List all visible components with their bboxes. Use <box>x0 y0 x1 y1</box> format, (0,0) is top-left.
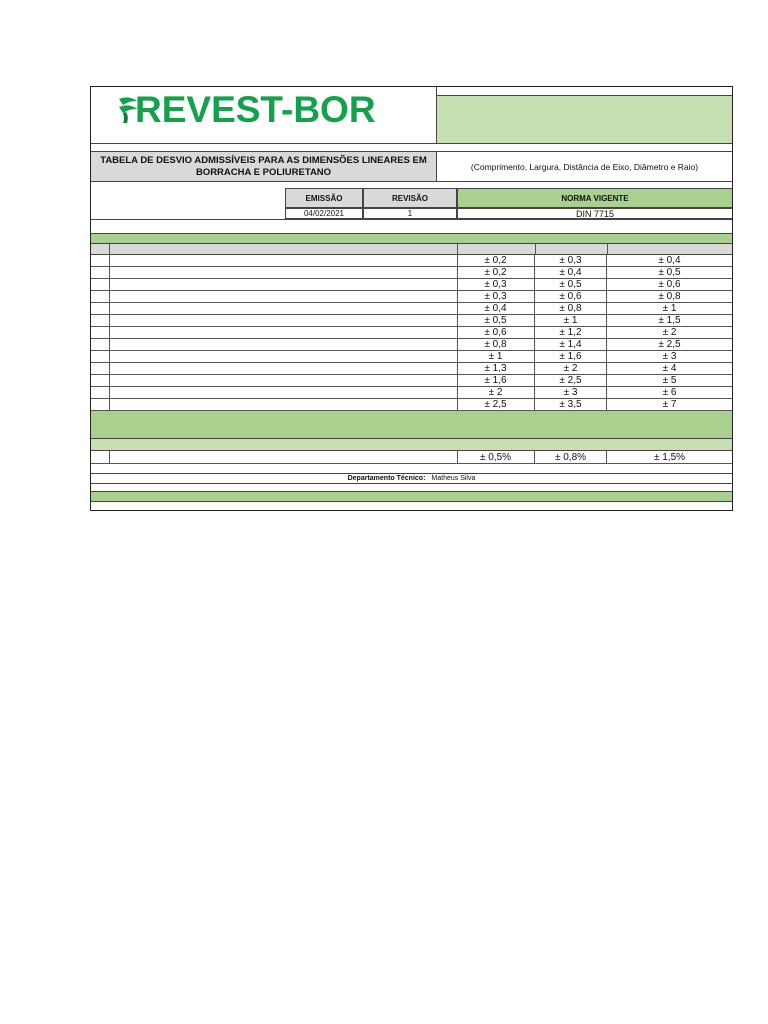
spacer-row-2 <box>91 219 732 233</box>
logo-side-top <box>437 87 732 96</box>
table-cell: ± 0,2 <box>457 267 535 278</box>
table-cell: ± 0,8 <box>457 339 535 350</box>
norma-value: DIN 7715 <box>575 208 615 219</box>
emissao-value-cell <box>285 208 363 219</box>
table-cell: ± 5 <box>662 375 677 386</box>
company-logo-text: REVEST-BOR <box>135 89 376 130</box>
table-cell: ± 2,5 <box>658 339 681 350</box>
dept-label: Departamento Técnico: <box>347 475 426 482</box>
norma-label: NORMA VIGENTE <box>561 193 629 203</box>
table-cell: ± 0,6 <box>535 291 607 302</box>
table-row <box>91 315 732 327</box>
table-cell: ± 3 <box>662 351 677 362</box>
table-cell: ± 1 <box>535 315 607 326</box>
logo-area <box>91 87 437 143</box>
revisao-label: REVISÃO <box>391 193 428 203</box>
table-cell: ± 2 <box>457 387 535 398</box>
table-cell: ± 0,2 <box>457 255 535 266</box>
table-row <box>91 291 732 303</box>
table-row <box>91 339 732 351</box>
table-cell: ± 1,6 <box>457 375 535 386</box>
emissao-label: EMISSÃO <box>305 193 343 203</box>
table-cell: ± 0,3 <box>457 291 535 302</box>
table-cell: ± 0,4 <box>535 267 607 278</box>
footer-green-band <box>91 492 732 502</box>
document-sheet <box>90 86 733 511</box>
table-cell: ± 0,4 <box>457 303 535 314</box>
table-cell: ± 4 <box>662 363 677 374</box>
table-cell: ± 0,3 <box>535 255 607 266</box>
title-cell <box>91 152 437 181</box>
table-header-band <box>91 233 732 244</box>
percent-row <box>91 451 732 464</box>
table-row <box>91 303 732 315</box>
table-cell: ± 1 <box>662 303 677 314</box>
revisao-value: 1 <box>407 209 413 218</box>
table-cell: ± 0,6 <box>457 327 535 338</box>
section-green-band <box>91 411 732 439</box>
table-row <box>91 387 732 399</box>
table-cell: ± 2,5 <box>535 375 607 386</box>
table-cell: ± 2 <box>535 363 607 374</box>
section-green-subband <box>91 439 732 451</box>
table-cell: ± 3,5 <box>535 399 607 410</box>
table-row <box>91 327 732 339</box>
table-cell: ± 1,6 <box>535 351 607 362</box>
table-row <box>91 267 732 279</box>
table-cell: ± 0,5 <box>535 279 607 290</box>
table-cell: ± 0,5 <box>457 315 535 326</box>
norma-value-cell <box>457 208 732 219</box>
table-cell: ± 0,8 <box>535 303 607 314</box>
table-cell: ± 0,8 <box>658 291 681 302</box>
table-cell: ± 1 <box>457 351 535 362</box>
table-row <box>91 363 732 375</box>
percent-cell: ± 0,8% <box>535 451 607 463</box>
page-subtitle: (Comprimento, Largura, Distância de Eixo, Diâmetro e Raio) <box>470 161 699 172</box>
table-cell: ± 0,4 <box>658 255 681 266</box>
table-cell: ± 2 <box>662 327 677 338</box>
table-cell: ± 1,2 <box>535 327 607 338</box>
revisao-value-cell <box>363 208 457 219</box>
table-cell: ± 0,3 <box>457 279 535 290</box>
table-row <box>91 279 732 291</box>
dept-name: Matheus Silva <box>431 475 476 482</box>
revisao-header <box>363 188 457 208</box>
table-cell: ± 2,5 <box>457 399 535 410</box>
table-cell: ± 7 <box>662 399 677 410</box>
table-row <box>91 351 732 363</box>
spacer-row-4 <box>91 484 732 492</box>
table-cell: ± 0,5 <box>658 267 681 278</box>
table-cell: ± 6 <box>662 387 677 398</box>
table-cell: ± 1,4 <box>535 339 607 350</box>
table-row <box>91 399 732 411</box>
table-cell: ± 1,5 <box>658 315 681 326</box>
emissao-header <box>285 188 363 208</box>
percent-cell: ± 0,5% <box>457 451 535 463</box>
footer-row <box>91 474 732 484</box>
emissao-value: 04/02/2021 <box>303 209 345 218</box>
table-cell: ± 3 <box>535 387 607 398</box>
page-title: TABELA DE DESVIO ADMISSÍVEIS PARA AS DIMENSÕES LINEARES EM BORRACHA E POLIURETANO <box>100 155 427 178</box>
tolerance-table <box>91 255 732 411</box>
percent-cell: ± 1,5% <box>653 451 686 463</box>
table-cell: ± 1,3 <box>457 363 535 374</box>
spacer-row-3 <box>91 464 732 474</box>
spacer-row-1 <box>91 143 732 152</box>
subtitle-cell <box>437 152 732 181</box>
table-cell: ± 0,6 <box>658 279 681 290</box>
table-row <box>91 375 732 387</box>
table-row <box>91 255 732 267</box>
norma-header <box>457 188 732 208</box>
table-column-header-row <box>91 244 732 255</box>
header-green-box <box>437 96 732 143</box>
